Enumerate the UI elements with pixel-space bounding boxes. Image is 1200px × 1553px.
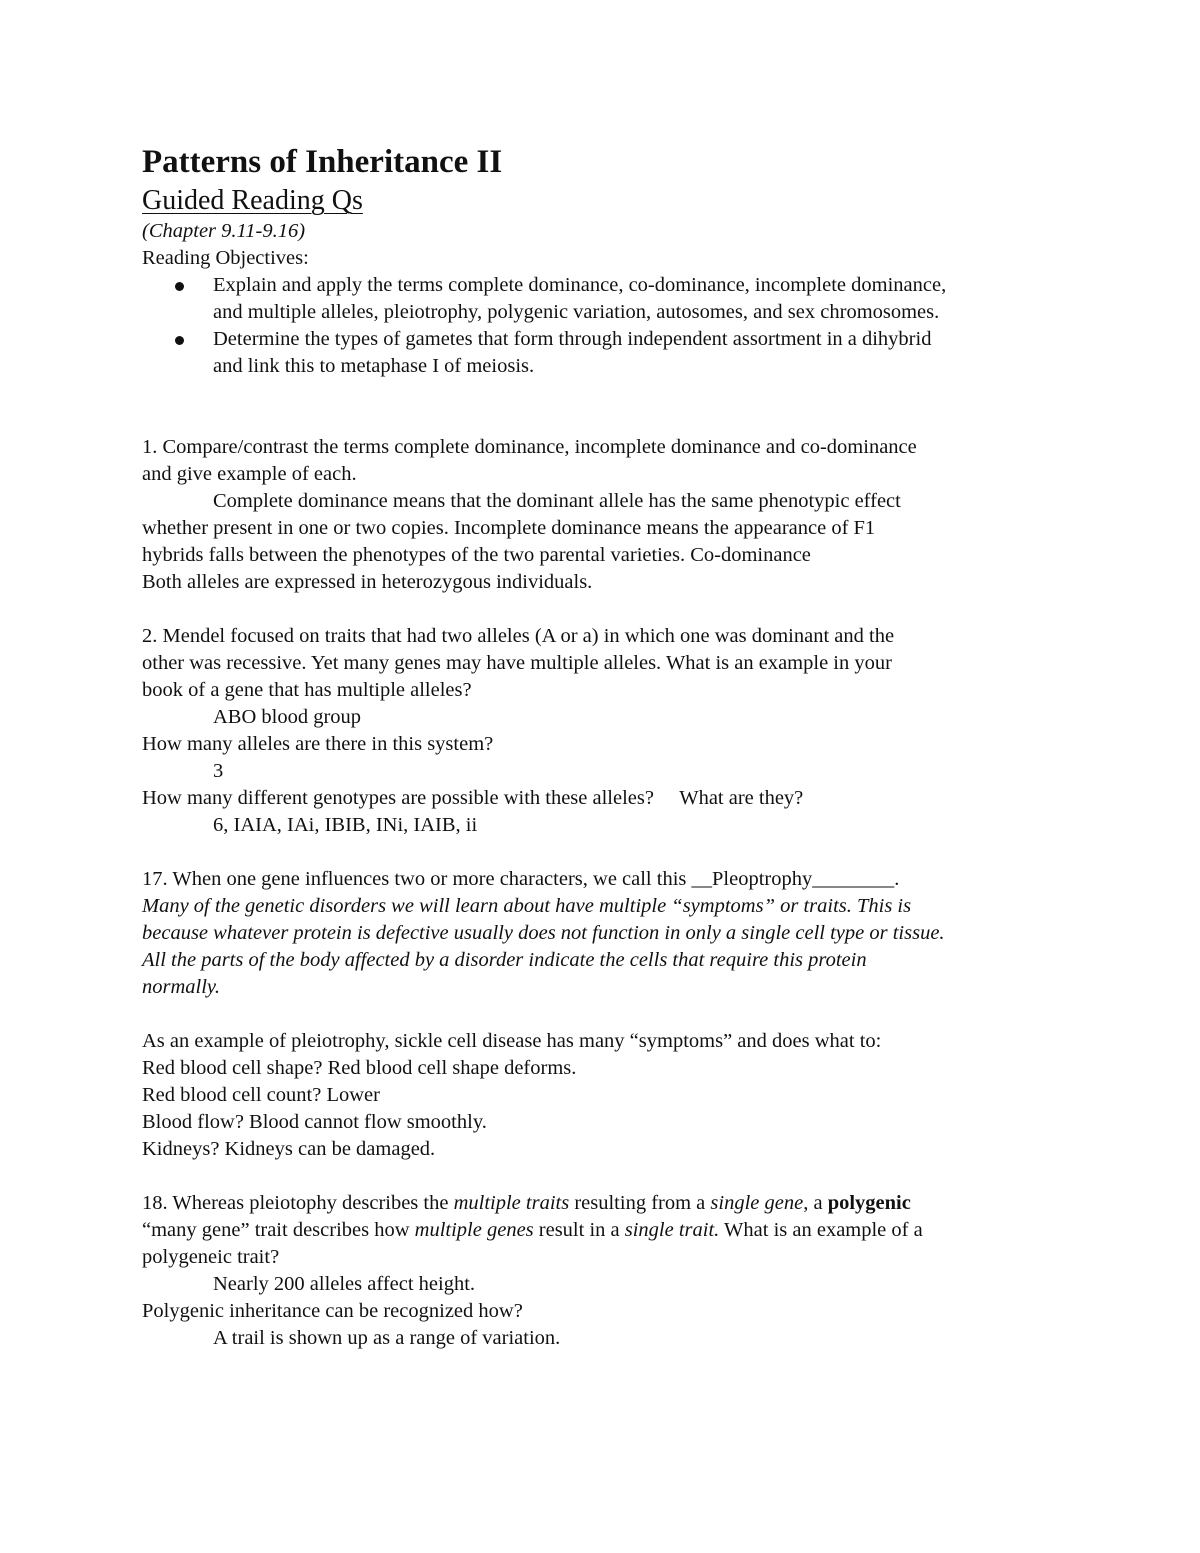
objectives-label: Reading Objectives: [142, 247, 309, 269]
objectives-list [142, 272, 1072, 380]
note-text: normally. [142, 976, 221, 998]
bullet-icon [175, 336, 184, 345]
note-text: All the parts of the body affected by a disorder indicate the cells that require this protein [142, 949, 867, 971]
answer-text: A trail is shown up as a range of variation. [213, 1327, 561, 1349]
question-1: 1. Compare/contrast the terms complete dominance, incomplete dominance and co-dominance and give example of each. Complete dominance means that the dominant allele has the same phenotypic effect whether present in one or two copies. Incomplete dominance means the appearance of F1 hybrids falls between the phenotypes of the two parental varieties. Co-dominance Both alleles are expressed in heterozygous individuals. [142, 434, 1072, 596]
answer-text: ABO blood group [213, 706, 362, 728]
question-2: 2. Mendel focused on traits that had two alleles (A or a) in which one was dominant and the other was recessive. Yet many genes may have multiple alleles. What is an example in your book of a gene that has multiple alleles? ABO blood group How many alleles are there in this system? 3 How many different genotypes are possible with these alleles? What are they? 6, IAIA, IAi, IBIB, INi, IAIB, ii [142, 623, 1072, 839]
bullet-icon [175, 282, 184, 291]
question-18: 18. Whereas pleiotophy describes the multiple traits resulting from a single gene, a polygenic “many gene” trait describes how multiple genes result in a single trait. What is an example of a polygeneic trait? Nearly 200 alleles affect height. Polygenic inheritance can be recognized how? A trail is shown up as a range of variation. [142, 1190, 1072, 1352]
example-item: Blood flow? Blood cannot flow smoothly. [142, 1111, 487, 1133]
answer-text: Complete dominance means that the dominant allele has the same phenotypic effect [213, 490, 901, 512]
answer-text: hybrids falls between the phenotypes of the two parental varieties. Co-dominance [142, 544, 811, 566]
answer-text: Both alleles are expressed in heterozygous individuals. [142, 571, 593, 593]
note-text: Many of the genetic disorders we will learn about have multiple “symptoms” or traits. This is [142, 895, 912, 917]
example-item: Red blood cell count? Lower [142, 1084, 380, 1106]
answer-text: whether present in one or two copies. Incomplete dominance means the appearance of F1 [142, 517, 876, 539]
question-17: 17. When one gene influences two or more characters, we call this __Pleoptrophy________. Many of the genetic disorders we will learn about have multiple “symptoms” or traits. This is because whatever protein is defective usually does not function in only a single cell type or tissue. All the parts of the body affected by a disorder indicate the cells that require this protein normally. [142, 866, 1072, 1001]
answer-text: Nearly 200 alleles affect height. [213, 1273, 476, 1295]
example-item: Kidneys? Kidneys can be damaged. [142, 1138, 436, 1160]
page-title: Patterns of Inheritance II [142, 144, 503, 180]
document-page [142, 140, 1072, 1352]
page-subtitle: Guided Reading Qs [142, 185, 363, 216]
example-item: Red blood cell shape? Red blood cell shape deforms. [142, 1057, 577, 1079]
chapter-reference: (Chapter 9.11-9.16) [142, 220, 306, 242]
objective-item: Determine the types of gametes that form through independent assortment in a dihybrid and link this to metaphase I of meiosis. [213, 326, 1072, 380]
answer-text: 3 [213, 760, 224, 782]
answer-text: 6, IAIA, IAi, IBIB, INi, IAIB, ii [213, 814, 478, 836]
pleiotropy-example: As an example of pleiotrophy, sickle cell disease has many “symptoms” and does what to: Red blood cell shape? Red blood cell shape deforms. Red blood cell count? Lower Blood flow? Blood cannot flow smoothly. Kidneys? Kidneys can be damaged. [142, 1028, 1072, 1163]
note-text: because whatever protein is defective usually does not function in only a single cell type or tissue. [142, 922, 945, 944]
objective-item: Explain and apply the terms complete dominance, co-dominance, incomplete dominance, and multiple alleles, pleiotrophy, polygenic variation, autosomes, and sex chromosomes. [213, 272, 1072, 326]
